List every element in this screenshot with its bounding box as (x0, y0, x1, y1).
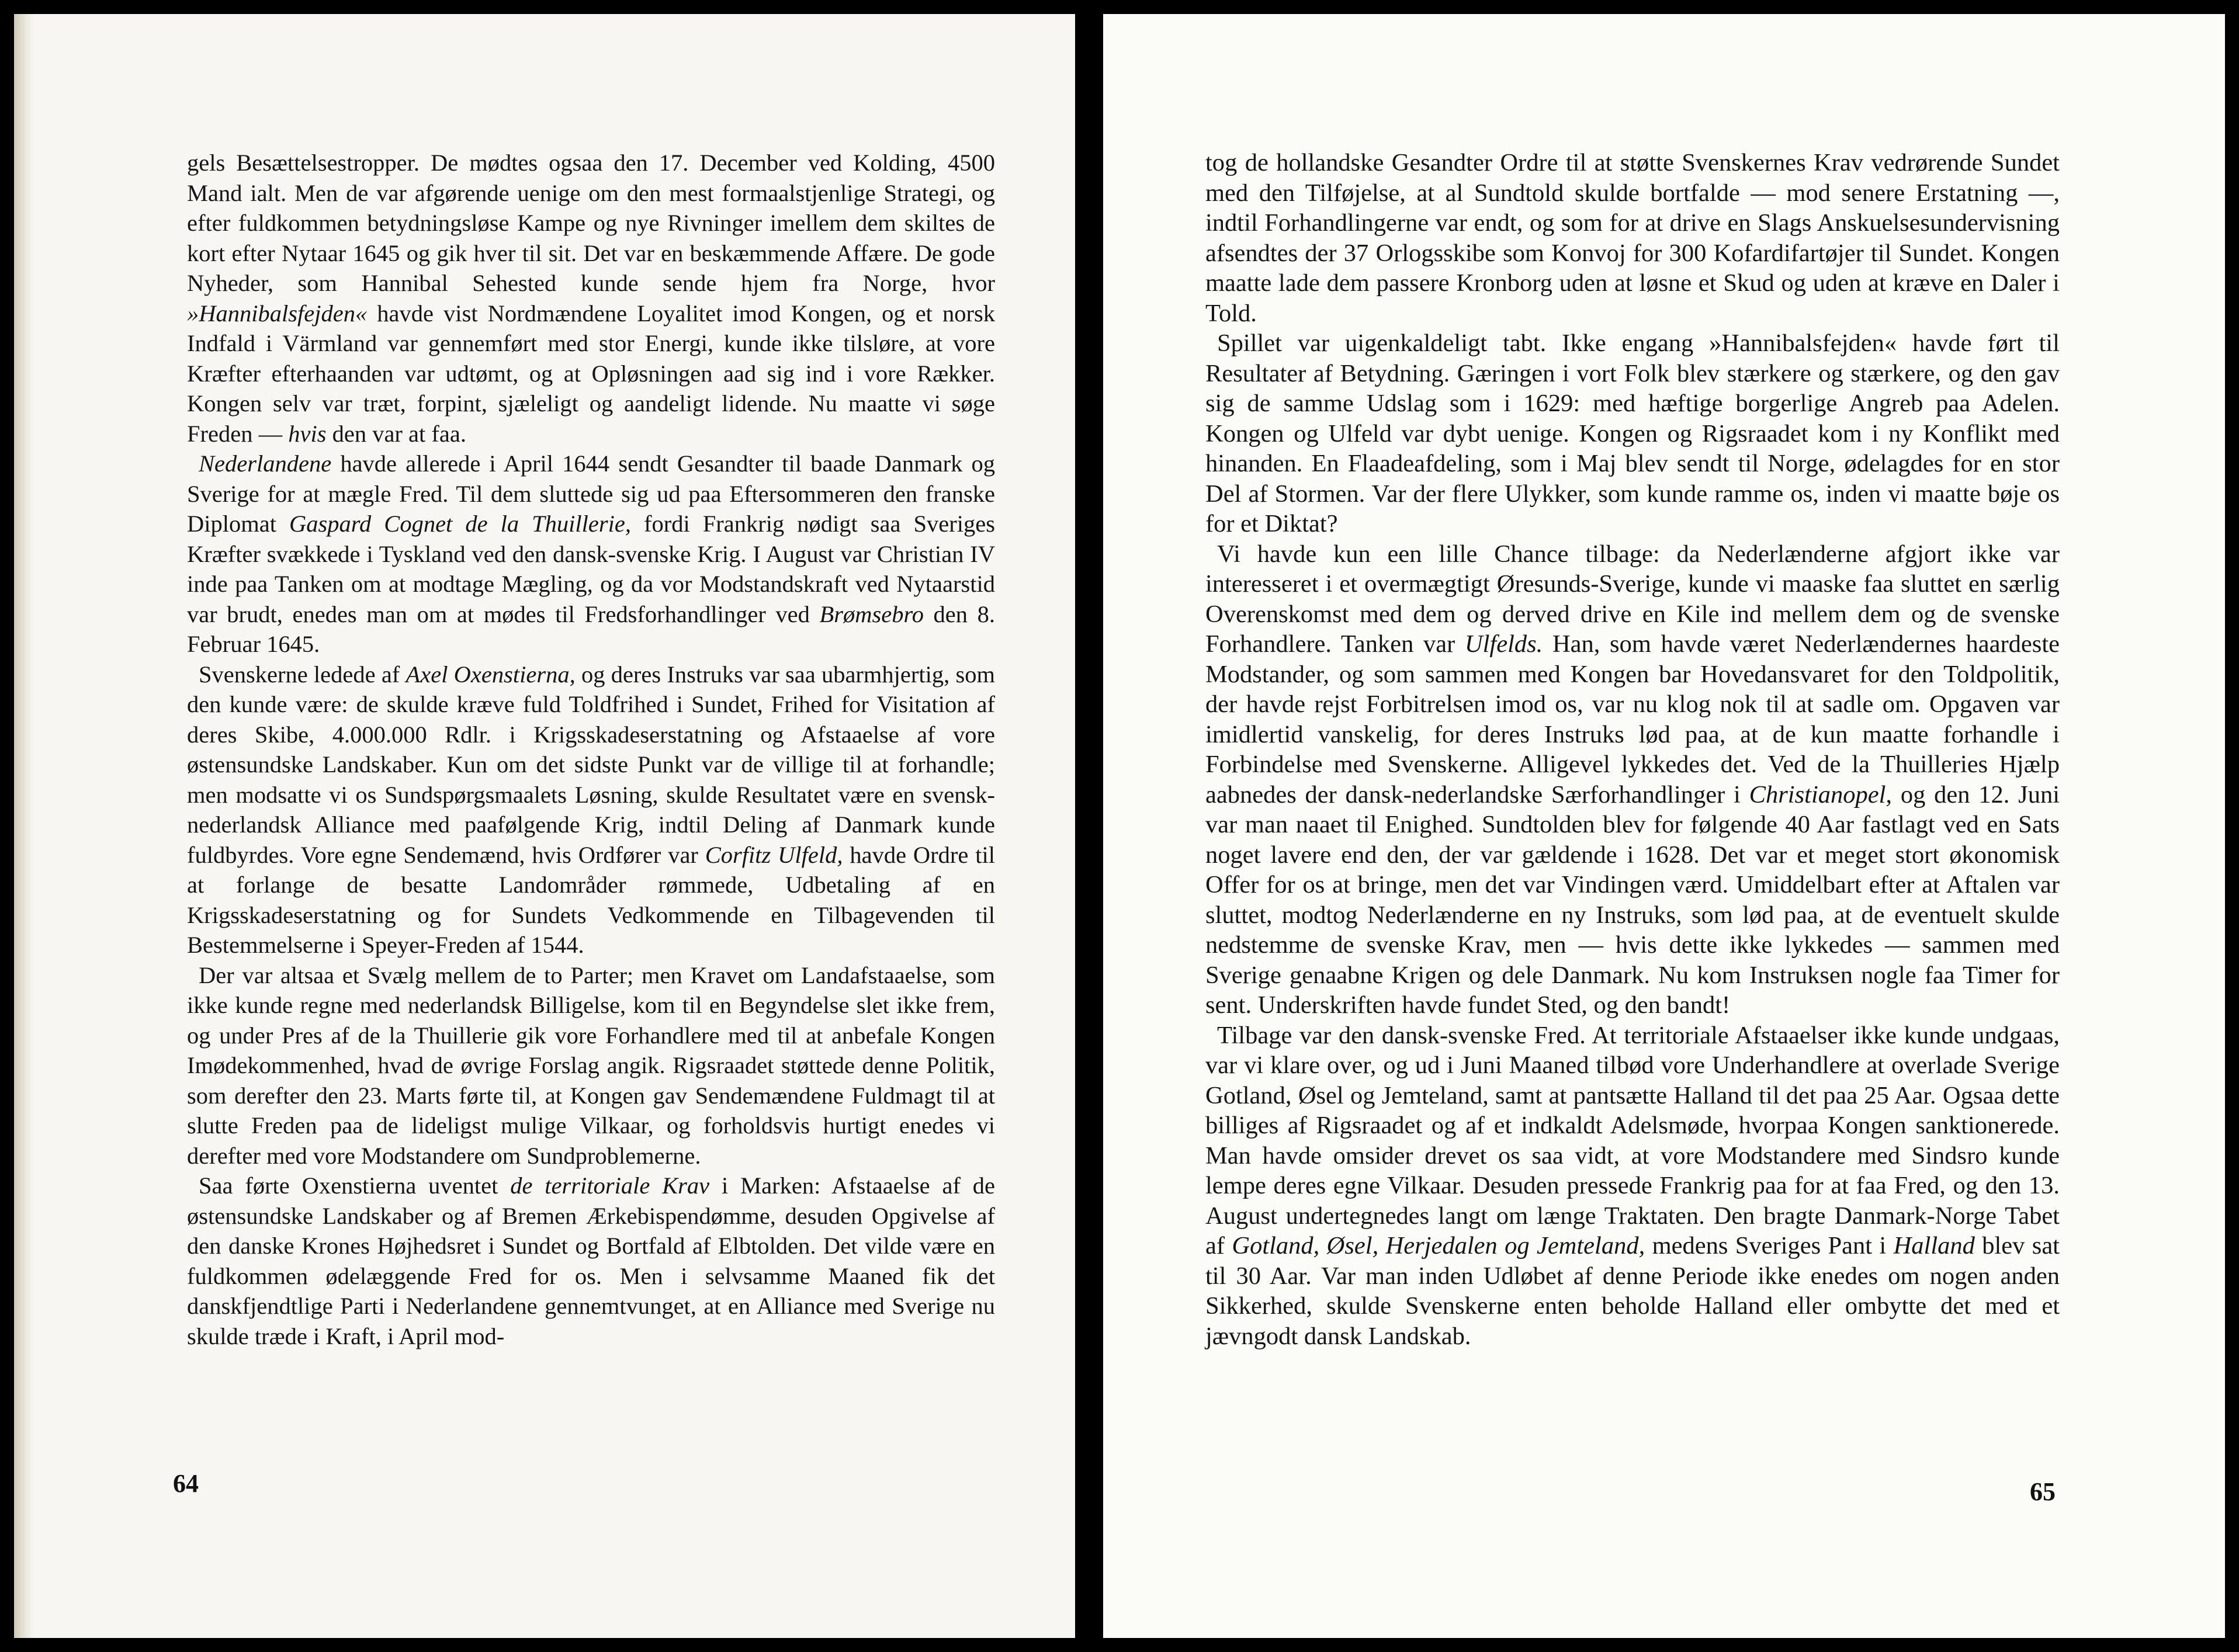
text-run: Saa førte Oxenstierna uventet (199, 1172, 511, 1199)
text-run: Spillet var uigenkaldeligt tabt. Ikke engang »Hannibalsfejden« havde ført til Resultater af Betydning. Gæringen i vort Folk blev stærkere og stærkere, og den gav sig de samme Udslag som i 1629: med hæftige borgerlige Angreb paa Adelen. Kongen og Ulfeld var dybt uenige. Kongen og Rigsraadet kom i ny Konflikt med hinanden. En Flaadeafdeling, som i Maj blev sendt til Norge, ødelagdes for en stor Del af Stormen. Var der flere Ulykker, som kunde ramme os, inden vi maatte bøje os for et Diktat? (1205, 329, 2060, 537)
text-run: Tilbage var den dansk-svenske Fred. At territoriale Afstaaelser ikke kunde undgaas, var vi klare over, og ud i Juni Maaned tilbød vore Underhandlere at overlade Sverige Gotland, Øsel og Jemteland, samt at pantsætte Halland til det paa 25 Aar. Ogsaa dette billiges af Rigsraadet og af et indkaldt Adelsmøde, hvorpaa Kongen sanktionerede. Man havde omsider drevet os saa vidt, at vore Modstandere med Sindsro kunde lempe deres egne Vilkaar. Desuden pressede Frankrig paa for at faa Fred, og den 13. August undertegnedes langt om længe Traktaten. Den bragte Danmark-Norge Tabet af (1205, 1021, 2060, 1259)
page-number-right: 65 (2030, 1477, 2056, 1506)
right-page (1103, 14, 2225, 1638)
text-run: den 8. Februar 1645. (187, 601, 995, 657)
text-run: medens Sveriges Pant i (1645, 1232, 1894, 1259)
italic-text: Christianopel, (1749, 780, 1893, 808)
italic-text: »Hannibalsfejden« (187, 300, 368, 327)
text-run: Svenskerne ledede af (199, 661, 406, 688)
italic-text: Gaspard Cognet de la Thuillerie, (289, 511, 631, 537)
text-run: havde Ordre til at forlange de besatte Landområder rømmede, Udbetaling af en Krigsskadeserstatning og for Sundets Vedkommende en Tilbagevenden til Bestemmelserne i Speyer-Freden af 1544. (187, 841, 995, 958)
text-run: og deres Instruks var saa ubarmhjertig, som den kunde være: de skulde kræve fuld Toldfrihed i Sundet, Frihed for Visitation af deres Skibe, 4.000.000 Rdlr. i Krigsskadeserstatning og Afstaaelse af vore østensundske Landskaber. Kun om det sidste Punkt var de villige til at forhandle; men modsatte vi os Sundspørgsmaalets Løsning, skulde Resultatet være en svensk-nederlandsk Alliance med paafølgende Krig, indtil Deling af Danmark kunde fuldbyrdes. Vore egne Sendemænd, hvis Ordfører var (187, 661, 996, 868)
italic-text: Nederlandene (199, 450, 332, 477)
text-run: i Marken: Afstaaelse af de østensundske Landskaber og af Bremen Ærkebispendømme, desuden Opgivelse af den danske Krones Højhedsret i Sundet og Bortfald af Elbtolden. Det vilde være en fuldkommen ødelæggende Fred for os. Men i selvsamme Maaned fik det danskfjendtlige Parti i Nederlandene gennemtvunget, at en Alliance med Sverige nu skulde træde i Kraft, i April mod- (187, 1172, 996, 1349)
italic-text: Halland (1893, 1232, 1975, 1259)
text-run: den var at faa. (326, 420, 466, 447)
text-run: blev sat til 30 Aar. Var man inden Udløbet af denne Periode ikke enedes om nogen anden Sikkerhed, skulde Svenskerne enten beholde Halland eller ombytte det med et jævngodt dansk Landskab. (1205, 1232, 2060, 1350)
text-run: Han, som havde været Nederlændernes haardeste Modstander, og som sammen med Kongen bar Hovedansvaret for den Toldpolitik, der havde rejst Forbitrelsen imod os, var nu klog nok til at sadle om. Opgaven var imidlertid vanskelig, for deres Instruks lød paa, at de kun maatte forhandle i Forbindelse med Svenskerne. Alligevel lykkedes det. Ved de la Thuilleries Hjælp aabnedes der dansk-nederlandske Særforhandlinger i (1205, 630, 2060, 808)
italic-text: hvis (288, 420, 327, 447)
left-page (14, 14, 1075, 1638)
page-number-left: 64 (173, 1469, 199, 1498)
left-page-text (187, 148, 995, 1351)
text-run: tog de hollandske Gesandter Ordre til at støtte Svenskernes Krav vedrørende Sundet med den Tilføjelse, at al Sundtold skulde bortfalde — mod senere Erstatning —, indtil Forhandlingerne var endt, og som for at drive en Slags Anskuelsesundervisning afsendtes der 37 Orlogsskibe som Konvoj for 300 Kofardifartøjer til Sundet. Kongen maatte lade dem passere Kronborg uden at løsne et Skud og uden at kræve en Daler i Told. (1205, 149, 2060, 327)
text-run: Vi havde kun een lille Chance tilbage: da Nederlænderne afgjort ikke var interesseret i et overmægtigt Øresunds-Sverige, kunde vi maaske faa sluttet en særlig Overenskomst med dem og derved drive en Kile ind mellem dem og de svenske Forhandlere. Tanken var (1205, 540, 2060, 658)
italic-text: Ulfelds. (1464, 630, 1543, 658)
paragraph (1205, 328, 2060, 539)
text-run: og den 12. Juni var man naaet til Enighed. Sundtolden blev for følgende 40 Aar fastlagt ved en Sats noget lavere end den, der var gældende i 1628. Det var et meget stort økonomisk Offer for os at bringe, men det var Vindingen værd. Umiddelbart efter at Aftalen var sluttet, modtog Nederlænderne en ny Instruks, som lød paa, at de eventuelt skulde nedstemme de svenske Krav, men — hvis dette ikke lykkedes — sammen med Sverige genaabne Krigen og dele Danmark. Nu kom Instruksen nogle faa Timer for sent. Underskriften havde fundet Sted, og den bandt! (1205, 780, 2060, 1019)
text-run: Der var altsaa et Svælg mellem de to Parter; men Kravet om Landafstaaelse, som ikke kunde regne med nederlandsk Billigelse, kom til en Begyndelse slet ikke frem, og under Pres af de la Thuillerie gik vore Forhandlere med til at anbefale Kongen Imødekommenhed, hvad de øvrige Forslag angik. Rigsraadet støttede denne Politik, som derefter den 23. Marts førte til, at Kongen gav Sendemændene Fuldmagt til at slutte Freden paa de lideligst mulige Vilkaar, og forholdsvis hurtigt enedes vi derefter med vore Modstandere om Sundproblemerne. (187, 962, 995, 1169)
paragraph (187, 449, 995, 660)
text-run: fordi Frankrig nødigt saa Sveriges Kræfter svækkede i Tyskland ved den dansk-svenske Krig. I August var Christian IV inde paa Tanken om at modtage Mægling, og da vor Modstandskraft ved Nytaarstid var brudt, enedes man om at mødes til Fredsforhandlinger ved (187, 511, 996, 627)
paragraph (1205, 1021, 2060, 1352)
italic-text: Gotland, Øsel, Herjedalen og Jemteland, (1232, 1232, 1645, 1259)
paragraph (1205, 539, 2060, 1021)
text-run: havde vist Nordmændene Loyalitet imod Kongen, og et norsk Indfald i Värmland var gennemført med stor Energi, kunde ikke tilsløre, at vore Kræfter efterhaanden var udtømt, og at Opløsningen aad sig ind i vore Rækker. Kongen selv var træt, forpint, sjæleligt og aandeligt lidende. Nu maatte vi søge Freden — (187, 300, 995, 447)
italic-text: Corfitz Ulfeld, (705, 841, 843, 868)
paragraph (1205, 148, 2060, 328)
italic-text: Brømsebro (819, 601, 924, 627)
right-page-text (1205, 148, 2060, 1351)
paragraph (187, 148, 995, 449)
paragraph (187, 960, 995, 1171)
paragraph (187, 1171, 995, 1351)
italic-text: Axel Oxenstierna, (405, 661, 576, 688)
text-run: gels Besættelsestropper. De mødtes ogsaa den 17. December ved Kolding, 4500 Mand ialt. Men de var afgørende uenige om den mest formaalstjenlige Strategi, og efter fuldkommen betydningsløse Kampe og nye Rivninger imellem dem skiltes de kort efter Nytaar 1645 og gik hver til sit. Det var en beskæmmende Affære. De gode Nyheder, som Hannibal Sehested kunde sende hjem fra Norge, hvor (187, 150, 995, 296)
book-spine-shadow (14, 14, 34, 1638)
paragraph (187, 660, 995, 960)
italic-text: de territoriale Krav (510, 1172, 710, 1199)
text-run: havde allerede i April 1644 sendt Gesandter til baade Danmark og Sverige for at mægle Fred. Til dem sluttede sig ud paa Eftersommeren den franske Diplomat (187, 450, 995, 537)
